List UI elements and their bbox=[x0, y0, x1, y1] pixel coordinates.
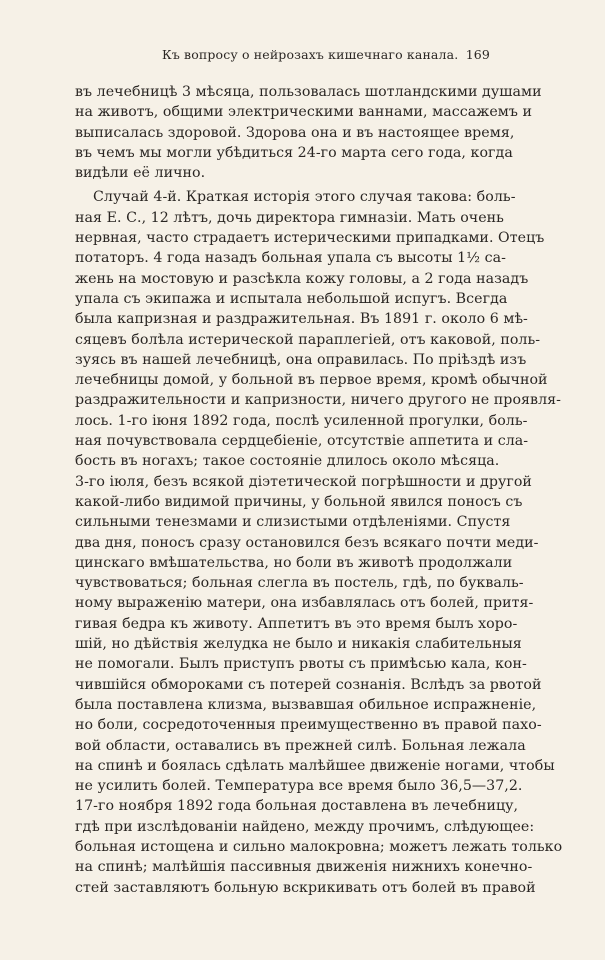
text-line: выписалась здоровой. Здорова она и въ настоящее время, bbox=[75, 124, 515, 141]
text-line: но боли, сосредоточенныя преимущественно въ правой пахо- bbox=[75, 717, 542, 734]
text-line: сяцевъ болѣла истерической параплегіей, отъ каковой, поль- bbox=[75, 331, 541, 348]
text-line: больная истощена и сильно малокровна; можетъ лежать только bbox=[75, 838, 563, 855]
text-line: ная почувствовала сердцебіеніе, отсутствіе аппетита и сла- bbox=[75, 433, 529, 450]
text-line: не помогали. Былъ приступъ рвоты съ примѣсью кала, кон- bbox=[75, 656, 527, 673]
text-line: какой-либо видимой причины, у больной явился поносъ съ bbox=[75, 493, 523, 510]
body-text bbox=[75, 82, 563, 898]
text-line: чувствоваться; больная слегла въ постель, гдѣ, по букваль- bbox=[75, 575, 524, 592]
text-line: 17-го ноября 1892 года больная доставлена въ лечебницу, bbox=[75, 798, 519, 815]
text-line: ному выраженію матери, она избавлялась отъ болей, притя- bbox=[75, 595, 534, 612]
text-line: 3-го іюля, безъ всякой діэтетической погрѣшности и другой bbox=[75, 473, 532, 490]
text-line: была капризная и раздражительная. Въ 1891 г. около 6 мѣ- bbox=[75, 311, 528, 328]
text-line: ная Е. С., 12 лѣтъ, дочь директора гимназіи. Мать очень bbox=[75, 209, 504, 226]
text-line: не усилить болей. Температура все время было 36,5—37,2. bbox=[75, 778, 523, 795]
text-line: зуясь въ нашей лечебницѣ, она оправилась. По пріѣздѣ изъ bbox=[75, 351, 527, 368]
text-line: цинскаго вмѣшательства, но боли въ животѣ продолжали bbox=[75, 554, 513, 571]
text-line: потаторъ. 4 года назадъ больная упала съ высоты 1½ са- bbox=[75, 250, 506, 267]
text-line: была поставлена клизма, вызвавшая обильное испражненіе, bbox=[75, 696, 537, 713]
text-line: въ чемъ мы могли убѣдиться 24-го марта сего года, когда bbox=[75, 144, 513, 161]
text-line: жень на мостовую и разсѣкла кожу головы, а 2 года назадъ bbox=[75, 270, 529, 287]
text-line: стей заставляютъ больную вскрикивать отъ болей въ правой bbox=[75, 879, 536, 896]
page-number: 169 bbox=[465, 47, 490, 62]
text-line: гдѣ при изслѣдованіи найдено, между прочимъ, слѣдующее: bbox=[75, 818, 535, 835]
running-head bbox=[75, 45, 490, 65]
text-line: на животъ, общими электрическими ваннами, массажемъ и bbox=[75, 104, 533, 121]
text-line: нервная, часто страдаетъ истерическими припадками. Отецъ bbox=[75, 230, 545, 247]
text-line: Случай 4-й. Краткая исторія этого случая такова: боль- bbox=[93, 189, 516, 206]
text-line: два дня, поносъ сразу остановился безъ всякаго почти меди- bbox=[75, 534, 539, 551]
text-line: на спинѣ и боялась сдѣлать малѣйшее движеніе ногами, чтобы bbox=[75, 757, 555, 774]
text-line: раздражительности и капризности, ничего другого не проявля- bbox=[75, 392, 561, 409]
text-line: шій, но дѣйствія желудка не было и никакія слабительныя bbox=[75, 636, 522, 653]
text-line: видѣли её лично. bbox=[75, 165, 206, 182]
paragraph-case-4 bbox=[75, 187, 563, 897]
text-line: на спинѣ; малѣйшія пассивныя движенія нижнихъ конечно- bbox=[75, 859, 533, 876]
text-line: въ лечебницѣ 3 мѣсяца, пользовалась шотландскими душами bbox=[75, 84, 542, 100]
text-line: чившійся обмороками съ потерей сознанія. Вслѣдъ за рвотой bbox=[75, 676, 542, 693]
text-line: лечебницы домой, у больной въ первое время, кромѣ обычной bbox=[75, 372, 548, 389]
paragraph-continuation bbox=[75, 82, 542, 183]
text-line: лось. 1-го іюня 1892 года, послѣ усиленной прогулки, боль- bbox=[75, 412, 528, 429]
text-line: упала съ экипажа и испытала небольшой испугъ. Всегда bbox=[75, 290, 508, 307]
text-line: бость въ ногахъ; такое состояніе длилось около мѣсяца. bbox=[75, 453, 500, 470]
text-line: вой области, оставались въ прежней силѣ. Больная лежала bbox=[75, 737, 526, 754]
text-line: гивая бедра къ животу. Аппетитъ въ это время былъ хоро- bbox=[75, 615, 518, 632]
running-title: Къ вопросу о нейрозахъ кишечнаго канала. bbox=[162, 47, 459, 62]
text-line: сильными тенезмами и слизистыми отдѣленіями. Спустя bbox=[75, 514, 511, 531]
